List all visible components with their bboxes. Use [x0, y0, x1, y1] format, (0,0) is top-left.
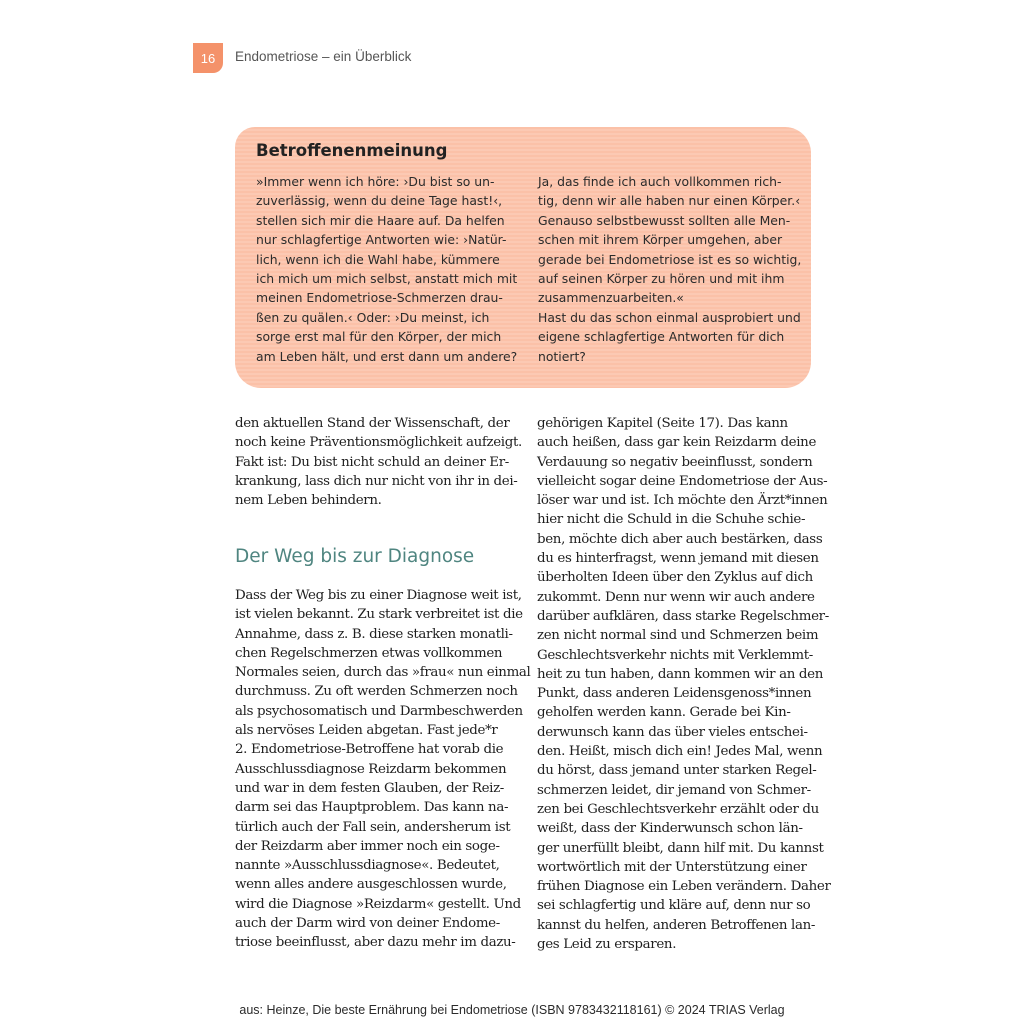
text-line: löser war und ist. Ich möchte den Ärzt*innen	[537, 493, 828, 509]
text-line: zen bei Geschlechtsverkehr erzählt oder du	[537, 801, 819, 817]
text-line: ist vielen bekannt. Zu stark verbreitet ist die	[235, 607, 523, 623]
text-line: nannte »Ausschlussdiagnose«. Bedeutet,	[235, 858, 500, 874]
box-line: gerade bei Endometriose ist es so wichtig,	[538, 251, 802, 267]
text-line: chen Regelschmerzen etwas vollkommen	[235, 645, 503, 661]
text-line: auch heißen, dass gar kein Reizdarm deine	[537, 435, 817, 451]
text-line: den. Heißt, misch dich ein! Jedes Mal, wenn	[537, 744, 823, 760]
text-line: ger unerfüllt bleibt, dann hilf mit. Du kannst	[537, 840, 824, 856]
text-line: und war in dem festen Glauben, der Reiz-	[235, 780, 504, 796]
text-line: heit zu tun haben, dann kommen wir an den	[537, 666, 824, 682]
text-line: wenn alles andere ausgeschlossen wurde,	[235, 877, 507, 893]
box-line: Genauso selbstbewusst sollten alle Men-	[538, 212, 791, 228]
box-line: »Immer wenn ich höre: ›Du bist so un-	[256, 174, 495, 189]
box-line: ßen zu quälen.‹ Oder: ›Du meinst, ich	[256, 309, 490, 325]
text-line: nem Leben behindern.	[235, 493, 382, 509]
box-line: sorge erst mal für den Körper, der mich	[256, 329, 502, 345]
box-left-column	[256, 172, 518, 366]
text-line: wortwörtlich mit der Unterstützung einer	[537, 859, 807, 875]
text-line: Normales seien, durch das »frau« nun einmal	[235, 665, 531, 681]
text-line: geholfen werden kann. Gerade bei Kin-	[537, 705, 791, 721]
testimonial-box	[235, 127, 811, 388]
text-line: Punkt, dass anderen Leidensgenoss*innen	[537, 686, 812, 702]
text-line: der Reizdarm aber immer noch ein soge-	[235, 838, 500, 854]
text-line: darm sei das Hauptproblem. Das kann na-	[235, 800, 509, 816]
running-head-title: Endometriose – ein Überblick	[235, 49, 412, 64]
box-line: Ja, das finde ich auch vollkommen rich-	[538, 174, 782, 189]
text-line: sei schlagfertig und kläre auf, denn nur so	[537, 898, 811, 914]
box-line: zusammenzuarbeiten.«	[538, 290, 684, 306]
text-line: darüber aufklären, dass starke Regelschmer-	[537, 608, 829, 624]
box-right-column	[538, 172, 800, 366]
text-line: türlich auch der Fall sein, andersherum ist	[235, 819, 511, 835]
text-line: vielleicht sogar deine Endometriose der Aus-	[537, 473, 828, 489]
box-line: schen mit ihrem Körper umgehen, aber	[538, 232, 783, 248]
box-title: Betroffenenmeinung	[256, 141, 448, 160]
body-left-bottom-paragraph	[235, 586, 531, 953]
text-line: Geschlechtsverkehr nichts mit Verklemmt-	[537, 647, 813, 663]
box-line: stellen sich mir die Haare auf. Da helfen	[256, 212, 505, 228]
box-line: lich, wenn ich die Wahl habe, kümmere	[256, 251, 500, 267]
text-line: Ausschlussdiagnose Reizdarm bekommen	[235, 761, 507, 777]
box-line: notiert?	[538, 348, 586, 364]
text-line: frühen Diagnose ein Leben verändern. Daher	[537, 879, 831, 895]
source-footer: aus: Heinze, Die beste Ernährung bei Endometriose (ISBN 9783432118161) © 2024 TRIAS Verlag	[239, 1003, 785, 1017]
text-line: den aktuellen Stand der Wissenschaft, der	[235, 416, 510, 431]
box-line: am Leben hält, und erst dann um andere?	[256, 348, 518, 364]
body-left-top-paragraph	[235, 414, 522, 510]
text-line: als nervöses Leiden abgetan. Fast jede*r	[235, 723, 498, 739]
box-line: auf seinen Körper zu hören und mit ihm	[538, 271, 785, 287]
box-line: ich mich um mich selbst, anstatt mich mit	[256, 271, 518, 287]
text-line: gehörigen Kapitel (Seite 17). Das kann	[537, 416, 788, 431]
section-heading: Der Weg bis zur Diagnose	[235, 546, 475, 567]
box-line: Hast du das schon einmal ausprobiert und	[538, 309, 801, 325]
text-line: Annahme, dass z. B. diese starken monatli-	[235, 626, 513, 642]
text-line: zukommt. Denn nur wenn wir auch andere	[537, 589, 815, 605]
box-line: eigene schlagfertige Antworten für dich	[538, 329, 785, 345]
text-line: 2. Endometriose-Betroffene hat vorab die	[235, 742, 504, 758]
text-line: noch keine Präventionsmöglichkeit aufzeigt.	[235, 435, 522, 451]
text-line: hier nicht die Schuld in die Schuhe schie-	[537, 512, 806, 528]
text-line: Dass der Weg bis zu einer Diagnose weit ist,	[235, 588, 522, 603]
body-right-column	[537, 414, 831, 954]
text-line: schmerzen leidet, dir jemand von Schmer-	[537, 782, 811, 798]
page-number-badge: 16	[193, 43, 223, 73]
text-line: krankung, lass dich nur nicht von ihr in dei-	[235, 473, 518, 489]
text-line: auch der Darm wird von deiner Endome-	[235, 916, 500, 932]
text-line: weißt, dass der Kinderwunsch schon län-	[537, 821, 803, 837]
box-line: meinen Endometriose-Schmerzen drau-	[256, 290, 503, 306]
text-line: wird die Diagnose »Reizdarm« gestellt. Und	[235, 896, 521, 912]
text-line: ges Leid zu ersparen.	[537, 937, 677, 953]
text-line: kannst du helfen, anderen Betroffenen lan-	[537, 917, 816, 933]
text-line: durchmuss. Zu oft werden Schmerzen noch	[235, 684, 518, 700]
text-line: derwunsch kann das über vieles entschei-	[537, 724, 808, 740]
text-line: zen nicht normal sind und Schmerzen beim	[537, 628, 819, 644]
box-line: zuverlässig, wenn du deine Tage hast!‹,	[256, 193, 503, 209]
text-line: überholten Ideen über den Zyklus auf dich	[537, 570, 813, 586]
text-line: triose beeinflusst, aber dazu mehr im dazu-	[235, 935, 516, 951]
text-line: du hörst, dass jemand unter starken Regel-	[537, 763, 817, 779]
box-line: nur schlagfertige Antworten wie: ›Natür-	[256, 232, 507, 248]
text-line: Fakt ist: Du bist nicht schuld an deiner Er-	[235, 454, 509, 470]
text-line: Verdauung so negativ beeinflusst, sondern	[537, 454, 813, 470]
box-line: tig, denn wir alle haben nur einen Körper.‹	[538, 193, 801, 209]
text-line: du es hinterfragst, wenn jemand mit diesen	[537, 551, 819, 567]
text-line: ben, möchte dich aber auch bestärken, dass	[537, 531, 823, 547]
text-line: als psychosomatisch und Darmbeschwerden	[235, 703, 523, 719]
